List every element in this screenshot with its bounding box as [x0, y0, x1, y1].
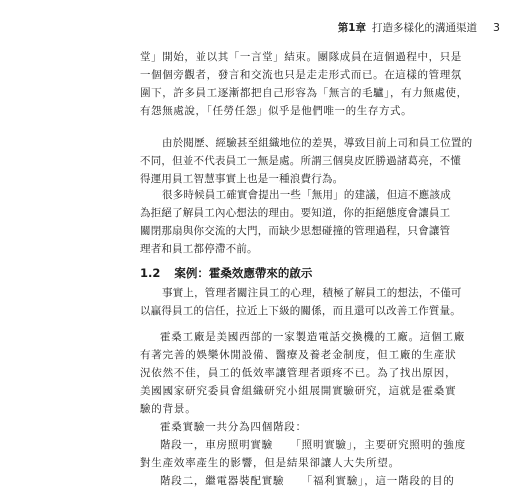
page-number: 3: [493, 21, 500, 34]
running-header: [270, 20, 500, 35]
case-line: 階段二，繼電器裝配實驗 「福利實驗」，這一階段的目的: [160, 475, 455, 487]
body-paragraph: [140, 134, 473, 188]
body-paragraph: [140, 186, 451, 258]
paragraph-line: 很多時候員工確實會提出一些「無用」的建議，但這不應該成: [162, 189, 451, 201]
case-line: 霍桑工廠是美國西部的一家製造電話交換機的工廠。這個工廠: [160, 331, 466, 343]
paragraph-line: 理者和員工都停滯不前。: [140, 243, 258, 255]
quote-line: 圍下，許多員工逐漸都把自己形容為「無言的毛驢」，有力無處使，: [140, 87, 468, 99]
paragraph-line: 不同，但並不代表員工一無是處。所謂三個臭皮匠勝過諸葛亮，不懂: [140, 155, 461, 167]
case-line: 階段一，車房照明實驗 「照明實驗」，主要研究照明的強度: [160, 439, 466, 451]
section-heading: [140, 264, 440, 282]
case-line: 霍桑實驗一共分為四個階段：: [160, 421, 307, 433]
section-number: 1.2: [140, 266, 161, 280]
paragraph-line: 以贏得員工的信任，拉近上下級的關係，而且還可以改善工作質量。: [140, 305, 461, 317]
paragraph-line: 為拒絕了解員工內心想法的理由。要知道，你的拒絕態度會讓員工: [140, 207, 451, 219]
paragraph-line: 得運用員工智慧事實上也是一種浪費行為。: [140, 173, 344, 185]
section-paragraph: [140, 284, 462, 320]
paragraph-line: 關閉那扇與你交流的大門，而缺少思想碰撞的管理過程，只會讓管: [140, 225, 451, 237]
paragraph-line: 由於閱歷、經驗甚至組織地位的差異，導致目前上司和員工位置的: [162, 137, 473, 149]
case-line: 驗的背景。: [140, 403, 197, 415]
chapter-title: 打造多樣化的溝通渠道: [372, 22, 477, 34]
case-line: 有著完善的娛樂休閒設備、醫療及養老金制度，但工廠的生產狀: [140, 349, 457, 361]
quote-line: 有怨無處說，「任勞任怨」似乎是他們唯一的生存方式。: [140, 105, 413, 117]
case-block: [140, 328, 466, 490]
section-title: 案例：霍桑效應帶來的啟示: [174, 266, 313, 280]
paragraph-line: 事實上，管理者關注員工的心理，積極了解員工的想法，不僅可: [162, 287, 462, 299]
quote-line: 堂」開始，並以其「一言堂」結束。團隊成員在這個過程中，只是: [140, 51, 462, 63]
case-line: 況依然不佳，員工的低效率讓管理者頭疼不已。為了找出原因，: [140, 367, 457, 379]
chapter-label: 第1章: [337, 22, 366, 34]
quote-block: [140, 48, 468, 120]
case-line: 美國國家研究委員會組織研究小組展開實驗研究，這就是霍桑實: [140, 385, 457, 397]
quote-line: 一個個旁觀者，發言和交流也只是走走形式而已。在這樣的管理氛: [140, 69, 462, 81]
case-line: 對生產效率產生的影響，但是結果卻讓人大失所望。: [140, 457, 400, 469]
